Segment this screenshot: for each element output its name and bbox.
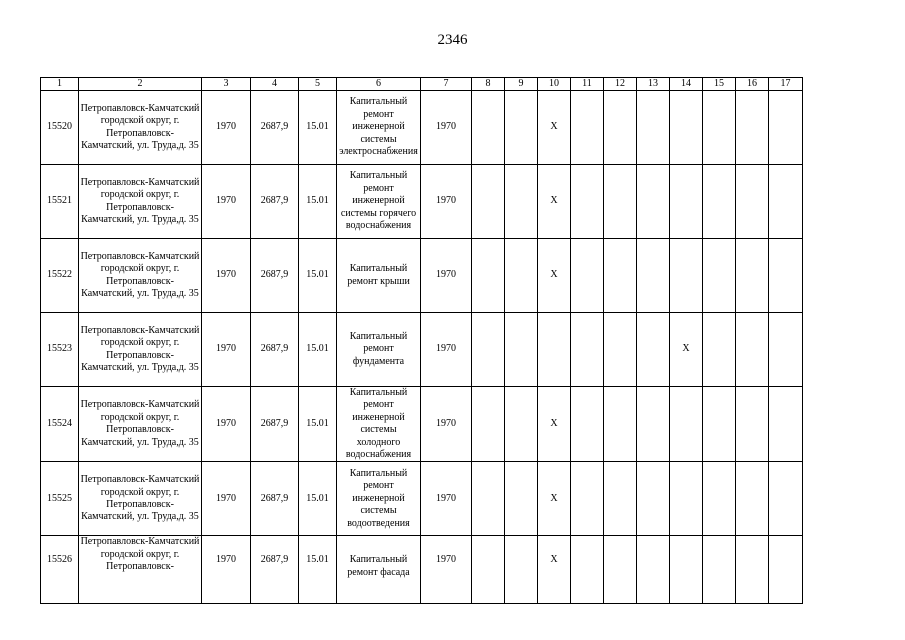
- cell-col-10: X: [538, 91, 571, 165]
- cell-col-17: [769, 239, 803, 313]
- cell-col-9: [505, 462, 538, 536]
- cell-year-built: 1970: [202, 387, 251, 462]
- cell-col-15: [703, 313, 736, 387]
- cell-col-9: [505, 91, 538, 165]
- cell-area: 2687,9: [251, 165, 299, 239]
- cell-col-15: [703, 165, 736, 239]
- cell-col-8: [472, 91, 505, 165]
- cell-address: Петропавловск-Камчатский городской округ, г. Петропавловск-: [79, 536, 202, 604]
- cell-code: 15.01: [299, 91, 337, 165]
- cell-area: 2687,9: [251, 91, 299, 165]
- cell-col-17: [769, 165, 803, 239]
- column-header: 12: [604, 78, 637, 91]
- table-row: [41, 313, 803, 387]
- cell-col-10: [538, 313, 571, 387]
- column-header: 9: [505, 78, 538, 91]
- cell-col-12: [604, 239, 637, 313]
- column-header: 14: [670, 78, 703, 91]
- cell-col-17: [769, 313, 803, 387]
- cell-year-built: 1970: [202, 239, 251, 313]
- cell-col-13: [637, 91, 670, 165]
- cell-record-number: 15523: [41, 313, 79, 387]
- cell-record-number: 15526: [41, 536, 79, 604]
- cell-col-16: [736, 462, 769, 536]
- cell-col-15: [703, 387, 736, 462]
- column-header: 17: [769, 78, 803, 91]
- cell-col-13: [637, 313, 670, 387]
- cell-year: 1970: [421, 165, 472, 239]
- cell-col-12: [604, 387, 637, 462]
- cell-work-type: Капитальный ремонт инженерной системы водоотведения: [337, 462, 421, 536]
- cell-col-12: [604, 313, 637, 387]
- cell-col-16: [736, 387, 769, 462]
- column-header: 11: [571, 78, 604, 91]
- cell-col-10: X: [538, 462, 571, 536]
- table-row: [41, 536, 803, 604]
- cell-area: 2687,9: [251, 239, 299, 313]
- cell-work-type: Капитальный ремонт инженерной системы холодного водоснабжения: [337, 387, 421, 462]
- cell-col-16: [736, 91, 769, 165]
- cell-year-built: 1970: [202, 536, 251, 604]
- cell-record-number: 15522: [41, 239, 79, 313]
- cell-work-type: Капитальный ремонт инженерной системы электроснабжения: [337, 91, 421, 165]
- cell-code: 15.01: [299, 165, 337, 239]
- cell-code: 15.01: [299, 387, 337, 462]
- column-header: 3: [202, 78, 251, 91]
- cell-col-16: [736, 165, 769, 239]
- cell-year: 1970: [421, 239, 472, 313]
- table-row: [41, 165, 803, 239]
- cell-year-built: 1970: [202, 165, 251, 239]
- cell-col-16: [736, 536, 769, 604]
- cell-col-16: [736, 313, 769, 387]
- cell-col-8: [472, 462, 505, 536]
- cell-col-11: [571, 536, 604, 604]
- cell-record-number: 15521: [41, 165, 79, 239]
- cell-year: 1970: [421, 387, 472, 462]
- cell-address: Петропавловск-Камчатский городской округ, г. Петропавловск-Камчатский, ул. Труда,д. 35: [79, 313, 202, 387]
- cell-col-15: [703, 536, 736, 604]
- column-header: 6: [337, 78, 421, 91]
- cell-work-type: Капитальный ремонт инженерной системы горячего водоснабжения: [337, 165, 421, 239]
- cell-address: Петропавловск-Камчатский городской округ, г. Петропавловск-Камчатский, ул. Труда,д. 35: [79, 239, 202, 313]
- cell-record-number: 15520: [41, 91, 79, 165]
- cell-col-10: X: [538, 536, 571, 604]
- table-row: [41, 462, 803, 536]
- cell-code: 15.01: [299, 462, 337, 536]
- cell-col-17: [769, 91, 803, 165]
- cell-col-17: [769, 536, 803, 604]
- cell-col-14: [670, 387, 703, 462]
- cell-col-8: [472, 536, 505, 604]
- cell-col-12: [604, 91, 637, 165]
- page-number: 2346: [437, 32, 468, 48]
- cell-col-9: [505, 536, 538, 604]
- cell-col-10: X: [538, 165, 571, 239]
- cell-col-12: [604, 536, 637, 604]
- cell-col-13: [637, 536, 670, 604]
- cell-col-8: [472, 165, 505, 239]
- cell-col-8: [472, 387, 505, 462]
- cell-col-13: [637, 239, 670, 313]
- cell-area: 2687,9: [251, 313, 299, 387]
- column-header: 10: [538, 78, 571, 91]
- cell-year-built: 1970: [202, 91, 251, 165]
- cell-col-13: [637, 165, 670, 239]
- cell-code: 15.01: [299, 239, 337, 313]
- cell-col-9: [505, 387, 538, 462]
- cell-col-9: [505, 165, 538, 239]
- cell-work-type: Капитальный ремонт фасада: [337, 536, 421, 604]
- cell-col-8: [472, 313, 505, 387]
- cell-area: 2687,9: [251, 462, 299, 536]
- cell-col-11: [571, 387, 604, 462]
- cell-col-14: [670, 462, 703, 536]
- cell-area: 2687,9: [251, 536, 299, 604]
- cell-col-13: [637, 387, 670, 462]
- cell-record-number: 15524: [41, 387, 79, 462]
- cell-col-11: [571, 239, 604, 313]
- cell-col-10: X: [538, 239, 571, 313]
- cell-col-14: [670, 536, 703, 604]
- cell-col-8: [472, 239, 505, 313]
- column-header: 4: [251, 78, 299, 91]
- cell-year: 1970: [421, 462, 472, 536]
- cell-col-11: [571, 313, 604, 387]
- cell-col-17: [769, 462, 803, 536]
- cell-area: 2687,9: [251, 387, 299, 462]
- cell-col-16: [736, 239, 769, 313]
- cell-col-11: [571, 165, 604, 239]
- cell-code: 15.01: [299, 536, 337, 604]
- column-header: 15: [703, 78, 736, 91]
- cell-address: Петропавловск-Камчатский городской округ, г. Петропавловск-Камчатский, ул. Труда,д. 35: [79, 387, 202, 462]
- column-header: 7: [421, 78, 472, 91]
- table-row: [41, 387, 803, 462]
- cell-col-15: [703, 239, 736, 313]
- cell-col-11: [571, 91, 604, 165]
- column-header: 13: [637, 78, 670, 91]
- cell-year-built: 1970: [202, 313, 251, 387]
- cell-col-14: [670, 239, 703, 313]
- cell-year: 1970: [421, 91, 472, 165]
- cell-col-17: [769, 387, 803, 462]
- cell-work-type: Капитальный ремонт фундамента: [337, 313, 421, 387]
- column-number-row: [41, 78, 803, 91]
- cell-address: Петропавловск-Камчатский городской округ, г. Петропавловск-Камчатский, ул. Труда,д. 35: [79, 462, 202, 536]
- table-row: [41, 239, 803, 313]
- cell-col-10: X: [538, 387, 571, 462]
- cell-year: 1970: [421, 313, 472, 387]
- cell-year-built: 1970: [202, 462, 251, 536]
- cell-col-14: [670, 91, 703, 165]
- cell-col-9: [505, 239, 538, 313]
- cell-col-15: [703, 462, 736, 536]
- cell-year: 1970: [421, 536, 472, 604]
- column-header: 8: [472, 78, 505, 91]
- cell-record-number: 15525: [41, 462, 79, 536]
- cell-col-11: [571, 462, 604, 536]
- cell-col-13: [637, 462, 670, 536]
- cell-col-12: [604, 165, 637, 239]
- column-header: 2: [79, 78, 202, 91]
- column-header: 5: [299, 78, 337, 91]
- cell-col-15: [703, 91, 736, 165]
- cell-address: Петропавловск-Камчатский городской округ, г. Петропавловск-Камчатский, ул. Труда,д. 35: [79, 165, 202, 239]
- cell-col-12: [604, 462, 637, 536]
- cell-col-14: X: [670, 313, 703, 387]
- capital-repair-table: [40, 77, 803, 604]
- cell-col-9: [505, 313, 538, 387]
- cell-work-type: Капитальный ремонт крыши: [337, 239, 421, 313]
- column-header: 1: [41, 78, 79, 91]
- cell-address: Петропавловск-Камчатский городской округ, г. Петропавловск-Камчатский, ул. Труда,д. 35: [79, 91, 202, 165]
- cell-code: 15.01: [299, 313, 337, 387]
- table-row: [41, 91, 803, 165]
- column-header: 16: [736, 78, 769, 91]
- cell-col-14: [670, 165, 703, 239]
